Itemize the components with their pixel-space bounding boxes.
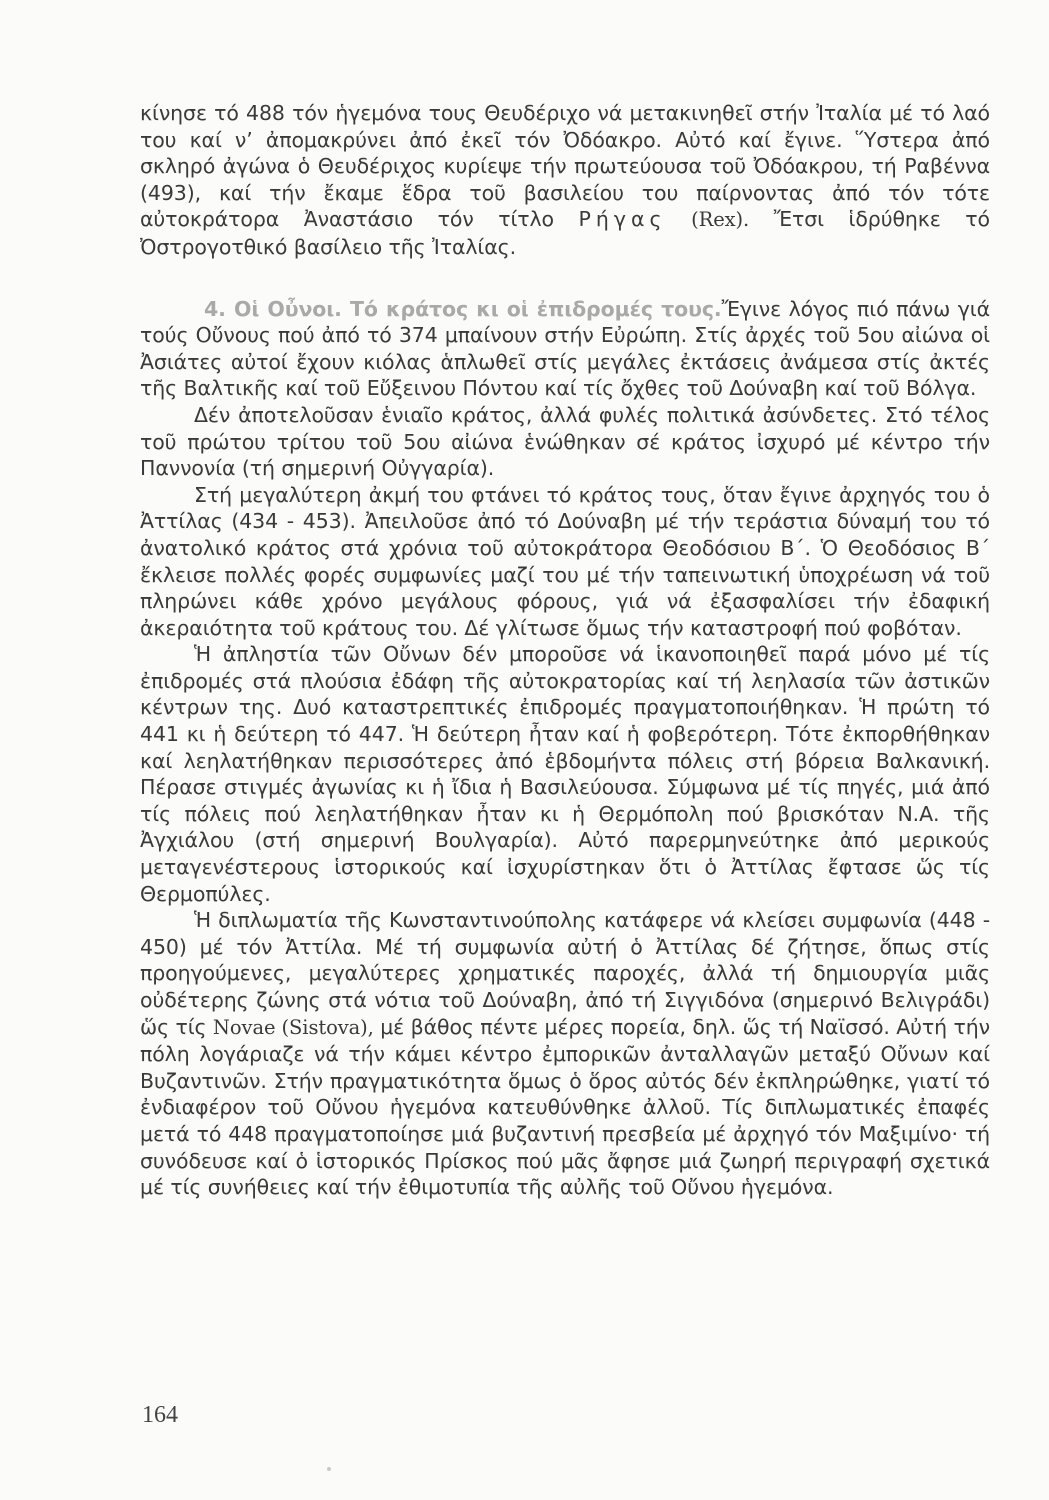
section-paragraph [140, 296, 990, 402]
latin-rex: (Rex). [691, 208, 750, 232]
paragraph-5-start: Ἡ διπλωματία τῆς Κωνσταντινούπολης κατάφερε νά κλείσει συμφωνία (448 - 450) μέ τόν Ἀττίλα. Μέ τή συμφωνία αὐτή ὁ Ἀττίλας δέ ζήτησε, ὅπως στίς προηγούμενες, μεγαλύτερες χρηματικές παροχές, ἀλλά τή δημιουργία μιᾶς οὐδέτερης ζώνης στά νότια τοῦ Δούναβη, ἀπό τή Σιγγιδόνα (σημερινό Βελιγράδι) ὥς τίς [140, 908, 990, 1039]
latin-novae: Novae (Sistova), [212, 1015, 374, 1039]
paragraph-3: Στή μεγαλύτερη ἀκμή του φτάνει τό κράτος τους, ὅταν ἔγινε ἀρχηγός του ὁ Ἀττίλας (434 - 453). Ἀπειλοῦσε ἀπό τό Δούναβη μέ τήν τεράστια δύναμή του τό ἀνατολικό κράτος στά χρόνια τοῦ αὐτοκράτορα Θεοδόσιου Β΄. Ὁ Θεοδόσιος Β΄ ἔκλεισε πολλές φορές συμφωνίες μαζί του μέ τήν ταπεινωτική ὑποχρέωση νά τοῦ πληρώνει κάθε χρόνο μεγάλους φόρους, γιά νά ἐξασφαλίσει τήν ἐδαφική ἀκεραιότητα τοῦ κράτους του. Δέ γλίτωσε ὅμως τήν καταστροφή πού φοβόταν. [140, 482, 990, 640]
intro-text-end: Ἔτσι ἱδρύθηκε τό Ὀστρογοτθικό βασίλειο τῆς Ἰταλίας. [140, 207, 990, 259]
section-text: Ἔγινε λόγος πιό πάνω γιά τούς Οὔνους πού ἀπό τό 374 μπαίνουν στήν Εὐρώπη. Στίς ἀρχές τοῦ 5ου αἰώνα οἱ Ἀσιάτες αὐτοί ἔχουν κιόλας ἁπλωθεῖ στίς μεγάλες ἐκτάσεις ἀνάμεσα στίς ἀκτές τῆς Βαλτικῆς καί τοῦ Εὔξεινου Πόντου καί τίς ὄχθες τοῦ Δούναβη καί τοῦ Βόλγα. [140, 296, 990, 401]
paragraph-5 [140, 907, 990, 1201]
intro-text-start: κίνησε τό 488 τόν ἡγεμόνα τους Θευδέριχο νά μετακινηθεῖ στήν Ἰταλία μέ τό λαό του καί ν’ ἀπομακρύνει ἀπό ἐκεῖ τόν Ὀδόακρο. Αὐτό καί ἔγινε. Ὕστερα ἀπό σκληρό ἀγώνα ὁ Θευδέριχος κυρίεψε τήν πρωτεύουσα τοῦ Ὀδόακρου, τή Ραβέννα (493), καί τήν ἔκαμε ἕδρα τοῦ βασιλείου του παίρνοντας ἀπό τόν τότε αὐτοκράτορα Ἀναστάσιο τόν τίτλο [140, 101, 990, 232]
paper-speck [327, 1467, 331, 1471]
book-page [140, 100, 990, 1400]
page-number: 164 [142, 1402, 178, 1428]
title-rigas: Ρήγας [578, 207, 667, 232]
paragraph-2: Δέν ἀποτελοῦσαν ἑνιαῖο κράτος, ἀλλά φυλές πολιτικά ἀσύνδετες. Στό τέλος τοῦ πρώτου τρίτου τοῦ 5ου αἰώνα ἑνώθηκαν σέ κράτος ἰσχυρό μέ κέντρο τήν Παννονία (τή σημερινή Οὐγγαρία). [140, 402, 990, 481]
paragraph-5-end: μέ βάθος πέντε μέρες πορεία, δηλ. ὥς τή Ναϊσσό. Αὐτή τήν πόλη λογάριαζε νά τήν κάμει κέντρο ἐμπορικῶν ἀνταλλαγῶν μεταξύ Οὔνων καί Βυζαντινῶν. Στήν πραγματικότητα ὅμως ὁ ὅρος αὐτός δέν ἐκπληρώθηκε, γιατί τό ἐνδιαφέρον τοῦ Οὔνου ἡγεμόνα κατευθύνθηκε ἀλλοῦ. Τίς διπλωματικές ἐπαφές μετά τό 448 πραγματοποίησε μιά βυζαντινή πρεσβεία μέ ἀρχηγό τόν Μαξιμίνο· τή συνόδευσε καί ὁ ἱστορικός Πρίσκος πού μᾶς ἄφησε μιά ζωηρή περιγραφή σχετικά μέ τίς συνήθειες καί τήν ἐθιμοτυπία τῆς αὐλῆς τοῦ Οὔνου ἡγεμόνα. [140, 1014, 991, 1200]
intro-paragraph [140, 100, 990, 261]
section-heading: 4. Οἱ Οὖνοι. Τό κράτος κι οἱ ἐπιδρομές τους. [204, 296, 722, 321]
paragraph-4: Ἡ ἀπληστία τῶν Οὔνων δέν μποροῦσε νά ἱκανοποιηθεῖ παρά μόνο μέ τίς ἐπιδρομές στά πλούσια ἐδάφη τῆς αὐτοκρατορίας καί τή λεηλασία τῶν ἀστικῶν κέντρων της. Δυό καταστρεπτικές ἐπιδρομές πραγματοποιήθηκαν. Ἡ πρώτη τό 441 κι ἡ δεύτερη τό 447. Ἡ δεύτερη ἦταν καί ἡ φοβερότερη. Τότε ἐκπορθήθηκαν καί λεηλατήθηκαν περισσότερες ἀπό ἑβδομήντα πόλεις στή βόρεια Βαλκανική. Πέρασε στιγμές ἀγωνίας κι ἡ ἴδια ἡ Βασιλεύουσα. Σύμφωνα μέ τίς πηγές, μιά ἀπό τίς πόλεις πού λεηλατήθηκαν ἦταν κι ἡ Θερμόπολη πού βρισκόταν Ν.Α. τῆς Ἀγχιάλου (στή σημερινή Βουλγαρία). Αὐτό παρερμηνεύτηκε ἀπό μερικούς μεταγενέστερους ἱστορικούς καί ἰσχυρίστηκαν ὅτι ὁ Ἀττίλας ἔφτασε ὥς τίς Θερμοπύλες. [140, 642, 990, 906]
